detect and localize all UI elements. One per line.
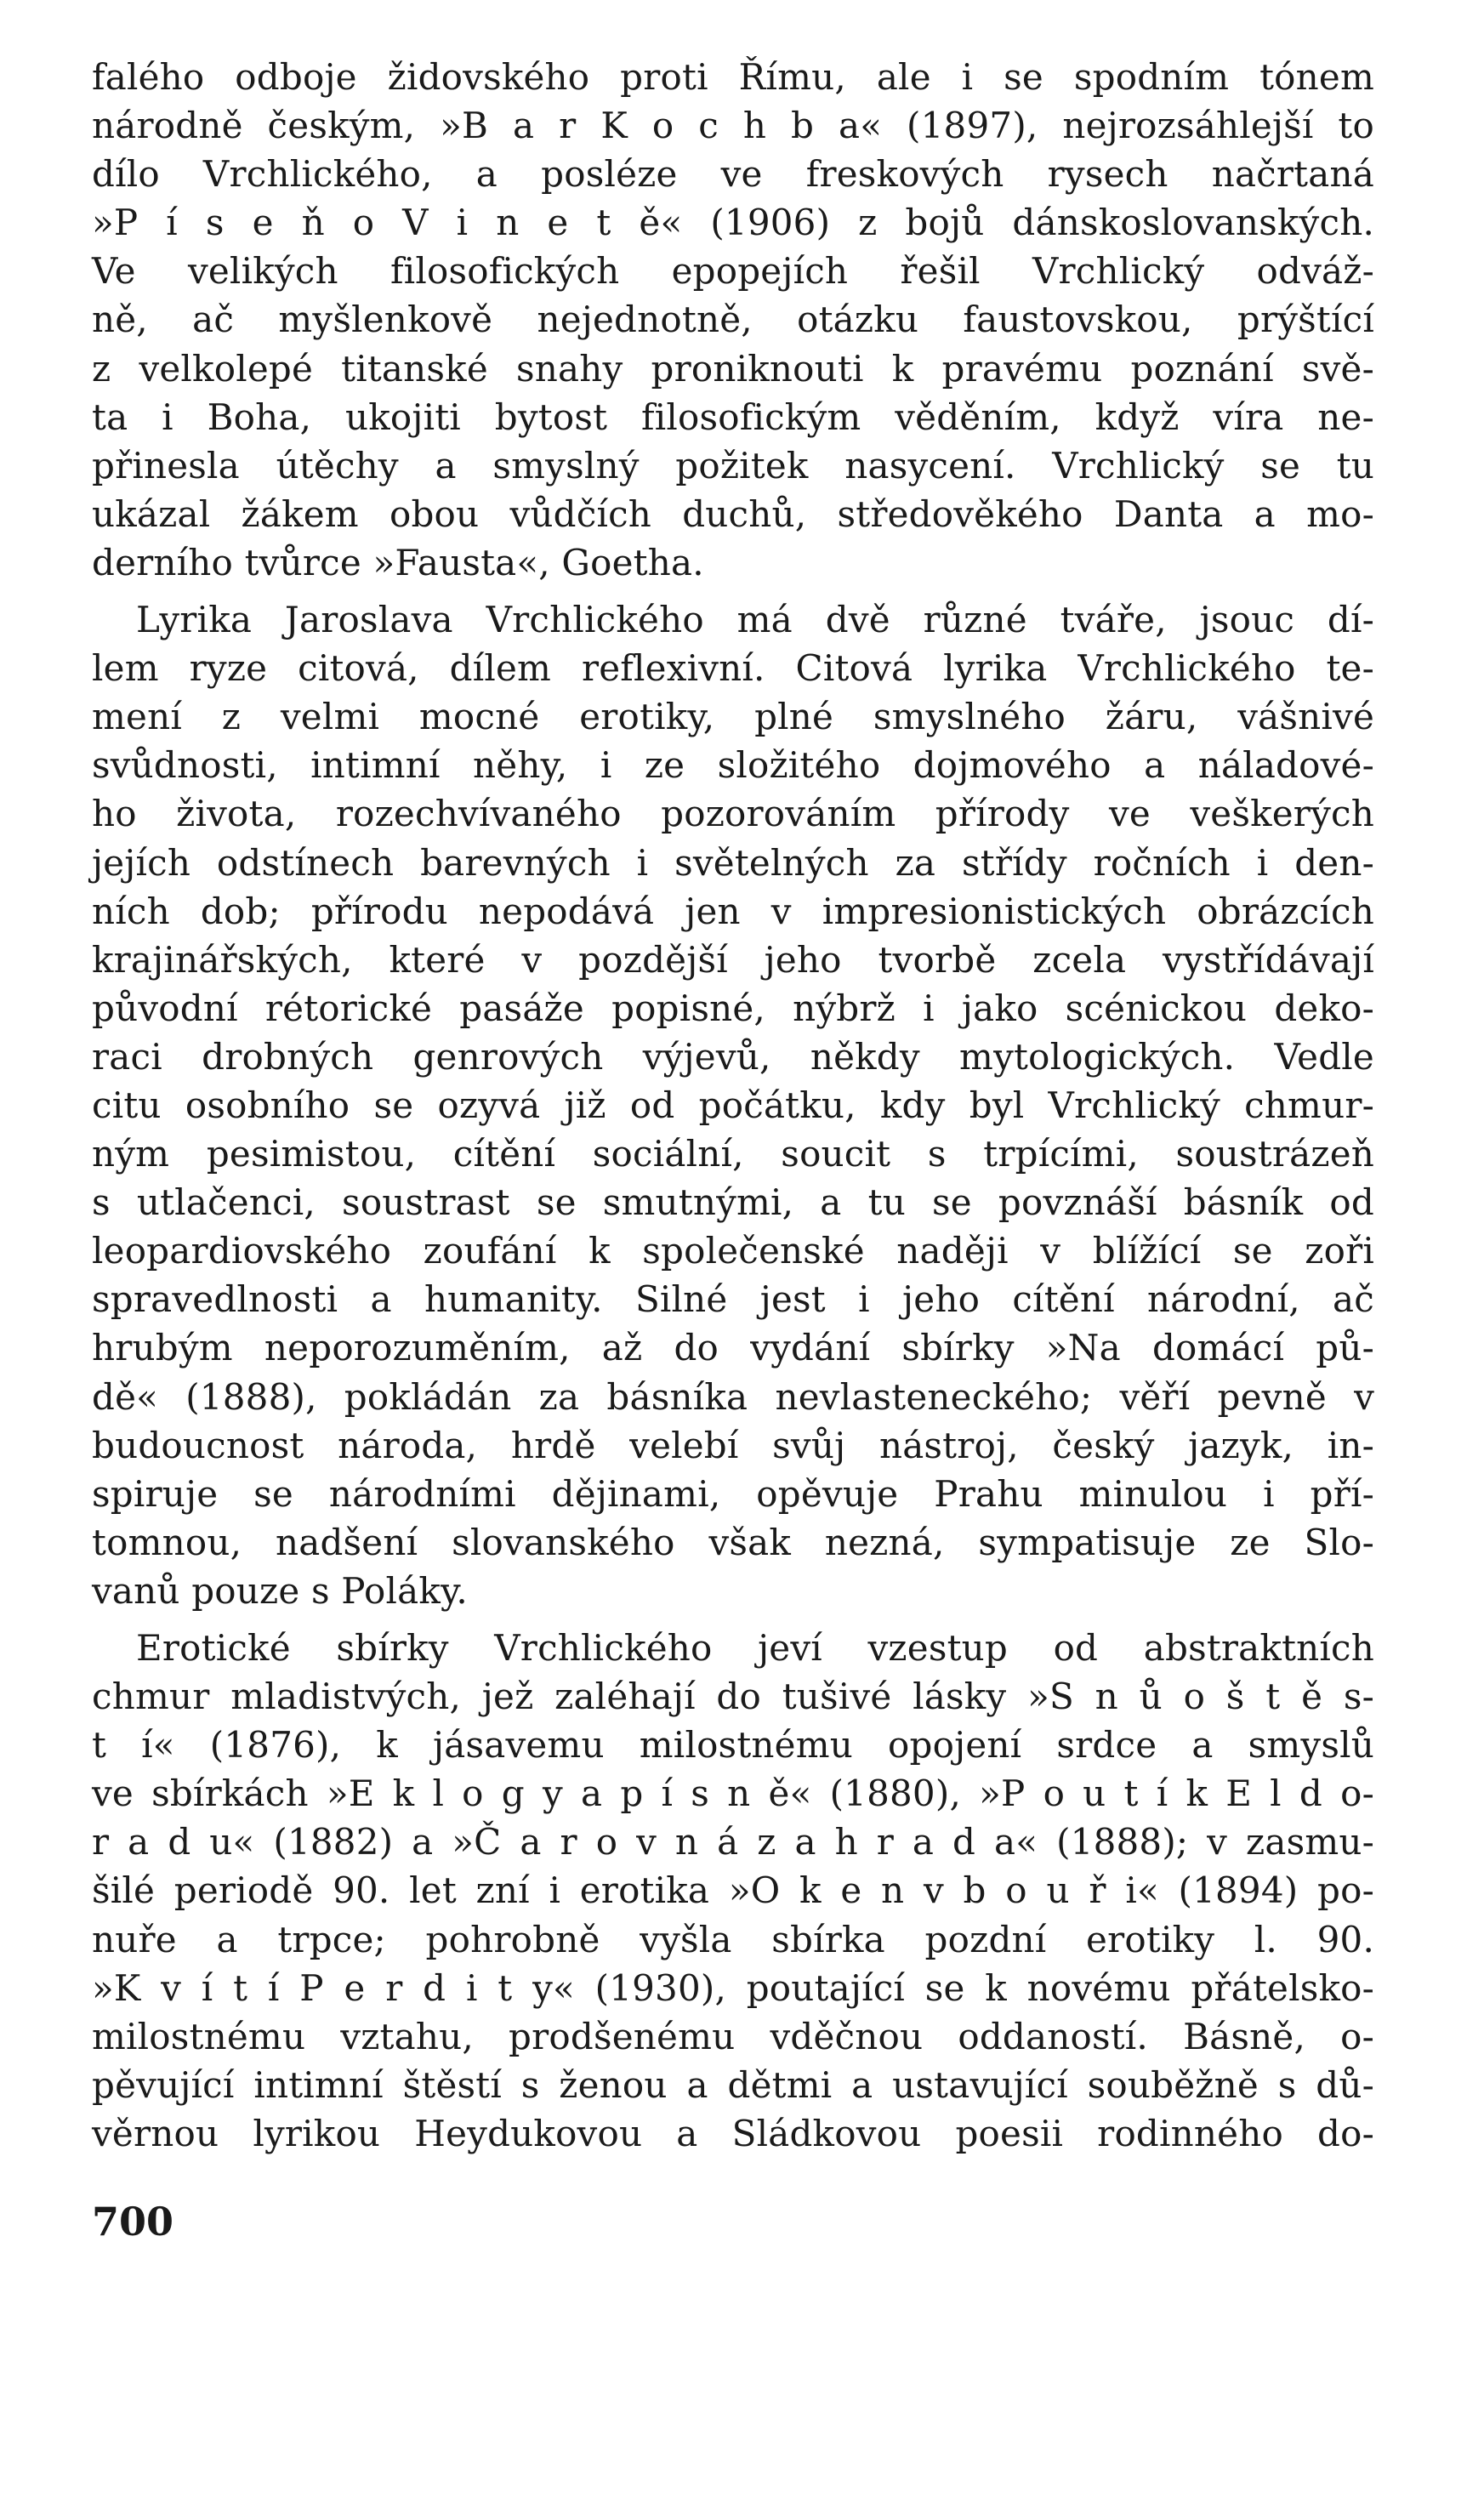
text-line: nuře a trpce; pohrobně vyšla sbírka pozdní erotiky l. 90. <box>92 1918 1374 1960</box>
text-line: spravedlnosti a humanity. Silné jest i jeho cítění národní, ač <box>92 1278 1374 1321</box>
text-line: svůdnosti, intimní něhy, i ze složitého dojmového a náladové- <box>92 744 1374 787</box>
text-line: přinesla útěchy a smyslný požitek nasycení. Vrchlický se tu <box>92 444 1374 486</box>
text-line: dílo Vrchlického, a posléze ve freskových rysech načrtaná <box>92 153 1374 196</box>
text-line: ta i Boha, ukojiti bytost filosofickým věděním, když víra ne- <box>92 395 1374 438</box>
paragraph-1 <box>92 53 1374 587</box>
text-line: leopardiovského zoufání k společenské naději v blížící se zoři <box>92 1230 1374 1272</box>
text-line: falého odboje židovského proti Římu, ale i se spodním tónem <box>92 56 1374 98</box>
text-line: vanů pouze s Poláky. <box>92 1569 468 1612</box>
text-line: milostnému vztahu, prodšenému vděčnou oddaností. Básně, o- <box>92 2015 1374 2057</box>
text-line: původní rétorické pasáže popisné, nýbrž i jako scénickou deko- <box>92 987 1374 1029</box>
text-line: raci drobných genrových výjevů, někdy mytologických. Vedle <box>92 1035 1374 1078</box>
text-line: krajinářských, které v pozdější jeho tvorbě zcela vystřídávají <box>92 938 1374 981</box>
text-line: mení z velmi mocné erotiky, plné smyslného žáru, vášnivé <box>92 696 1374 738</box>
text-line: »K v í t í P e r d i t y« (1930), poutající se k novému přátelsko- <box>92 1966 1374 2009</box>
text-line: jejích odstínech barevných i světelných za střídy ročních i den- <box>92 841 1374 884</box>
text-line: lem ryze citová, dílem reflexivní. Citová lyrika Vrchlického te- <box>92 647 1374 690</box>
text-line: věrnou lyrikou Heydukovou a Sládkovou poesii rodinného do- <box>92 2112 1374 2154</box>
text-line: ně, ač myšlenkově nejednotně, otázku faustovskou, prýštící <box>92 299 1374 341</box>
text-line: r a d u« (1882) a »Č a r o v n á z a h r a d a« (1888); v zasmu- <box>92 1821 1374 1863</box>
paragraph-3 <box>92 1624 1374 2158</box>
text-line: budoucnost národa, hrdě velebí svůj nástroj, český jazyk, in- <box>92 1424 1374 1466</box>
text-line: s utlačenci, soustrast se smutnými, a tu se povznáší básník od <box>92 1181 1374 1224</box>
text-line: »P í s e ň o V i n e t ě« (1906) z bojů dánskoslovanských. <box>92 202 1374 244</box>
text-line: ukázal žákem obou vůdčích duchů, středověkého Danta a mo- <box>92 492 1374 535</box>
text-line: Erotické sbírky Vrchlického jeví vzestup od abstraktních <box>136 1627 1374 1669</box>
text-line: ným pesimistou, cítění sociální, soucit s trpícími, soustrázeň <box>92 1133 1374 1175</box>
text-line: derního tvůrce »Fausta«, Goetha. <box>92 541 704 583</box>
text-line: dě« (1888), pokládán za básníka nevlasteneckého; věří pevně v <box>92 1375 1374 1418</box>
text-line: chmur mladistvých, jež zaléhají do tušivé lásky »S n ů o š t ě s- <box>92 1676 1374 1718</box>
text-line: šilé periodě 90. let zní i erotika »O k e n v b o u ř i« (1894) po- <box>92 1869 1374 1912</box>
text-line: pěvující intimní štěstí s ženou a dětmi a ustavující souběžně s dů- <box>92 2063 1374 2106</box>
text-line: tomnou, nadšení slovanského však nezná, sympatisuje ze Slo- <box>92 1521 1374 1563</box>
text-line: t í« (1876), k jásavemu milostnému opojení srdce a smyslů <box>92 1724 1374 1767</box>
paragraph-2 <box>92 595 1374 1615</box>
text-line: hrubým neporozuměním, až do vydání sbírky »Na domácí pů- <box>92 1327 1374 1369</box>
text-line: ho života, rozechvívaného pozorováním přírody ve veškerých <box>92 793 1374 835</box>
page-number: 700 <box>92 2199 174 2245</box>
text-line: Ve velikých filosofických epopejích řešil Vrchlický odváž- <box>92 250 1374 293</box>
text-line: z velkolepé titanské snahy proniknouti k pravému poznání svě- <box>92 347 1374 390</box>
text-line: národně českým, »B a r K o c h b a« (1897), nejrozsáhlejší to <box>92 105 1374 147</box>
text-line: Lyrika Jaroslava Vrchlického má dvě různé tváře, jsouc dí- <box>136 599 1374 641</box>
page-body <box>92 53 1374 2158</box>
text-line: ních dob; přírodu nepodává jen v impresionistických obrázcích <box>92 890 1374 932</box>
text-line: ve sbírkách »E k l o g y a p í s n ě« (1880), »P o u t í k E l d o- <box>92 1772 1374 1815</box>
text-line: spiruje se národními dějinami, opěvuje Prahu minulou i pří- <box>92 1472 1374 1515</box>
text-line: citu osobního se ozyvá již od počátku, kdy byl Vrchlický chmur- <box>92 1084 1374 1126</box>
